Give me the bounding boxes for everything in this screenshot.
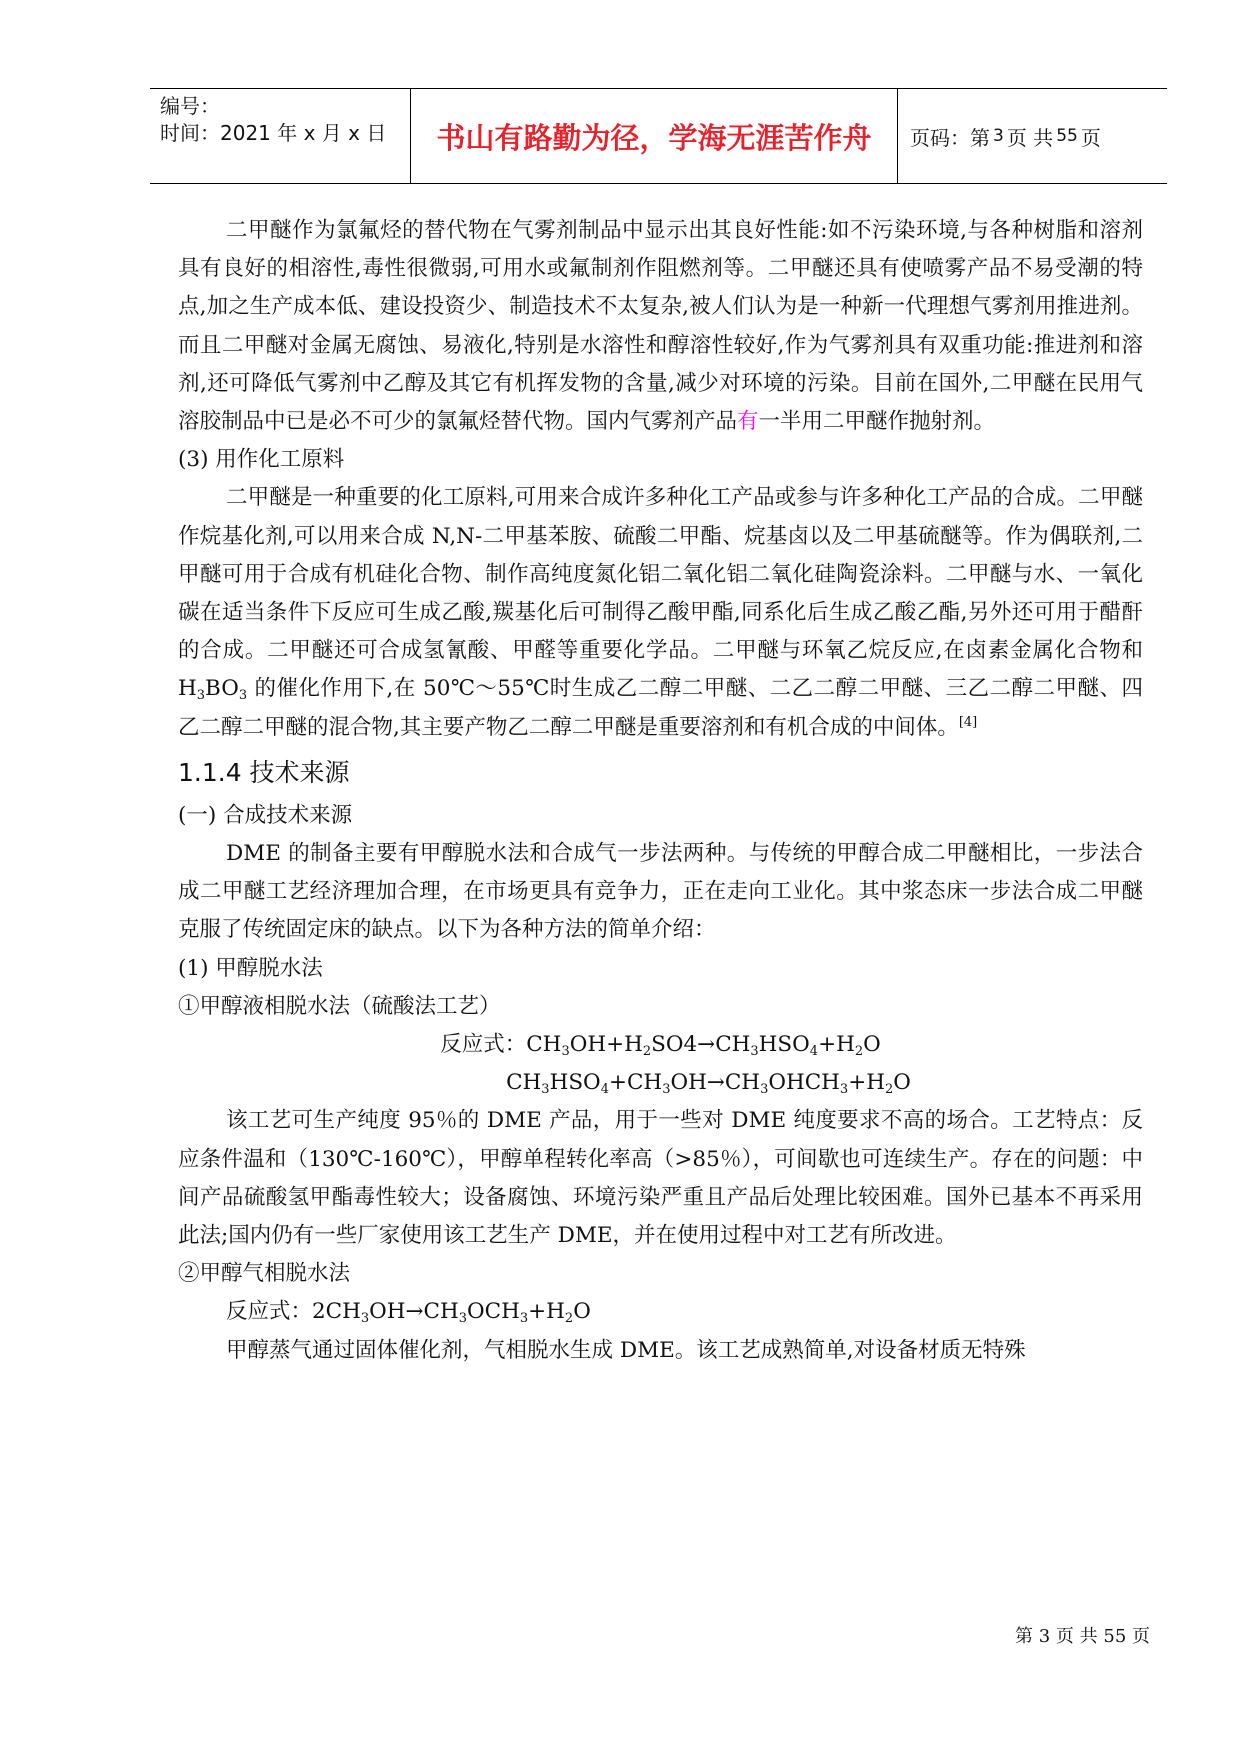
page-mid: 页 共 — [1006, 125, 1054, 150]
section-heading: 1.1.4 技术来源 — [178, 757, 350, 787]
paragraph: DME 的制备主要有甲醇脱水法和合成气一步法两种。与传统的甲醇合成二甲醚相比，一步法合成二甲醚工艺经济理加合理，在市场更具有竞争力，正在走向工业化。其中浆态床一步法合成二甲醚克服了传统固定床的缺点。以下为各种方法的简单介绍： — [178, 841, 1143, 943]
document-date: 时间：2021 年 x 月 x 日 — [160, 121, 387, 145]
header-meta — [150, 89, 410, 183]
equation: 反应式：$CH_3OH+H_2SO4\to CH_3HSO_4+H_2O$ — [440, 1032, 881, 1060]
page-total: 55 — [1056, 126, 1078, 146]
page-header — [150, 88, 1167, 184]
page-footer: 第 3 页 共 55 页 — [1015, 1626, 1150, 1647]
page-prefix: 页码：第 — [910, 125, 990, 150]
page-number: 3 — [993, 126, 1004, 146]
subsection-title: (一) 合成技术来源 — [178, 802, 353, 828]
method-subtitle: ①甲醇液相脱水法（硫酸法工艺） — [178, 993, 501, 1019]
paragraph: 二甲醚是一种重要的化工原料,可用来合成许多种化工产品或参与许多种化工产品的合成。二甲醚作烷基化剂,可以用来合成 N,N-二甲基苯胺、硫酸二甲酯、烷基卤以及二甲基硫醚等。作为偶联剂,二甲醚可用于合成有机硅化合物、制作高纯度氮化铝二氧化铝二氧化硅陶瓷涂料。二甲醚与水、一氧化碳在适当条件下反应可生成乙酸,羰基化后可制得乙酸甲酯,同系化后生成乙酸乙酯,另外还可用于醋酐的合成。二甲醚还可合成氢氰酸、甲醛等重要化学品。二甲醚与环氧乙烷反应,在卤素金属化合物和 $H_3BO_3$ 的催化作用下,在 50℃～55℃时生成乙二醇二甲醚、二乙二醇二甲醚、三乙二醇二甲醚、四乙二醇二甲醚的混合物,其主要产物乙二醇二甲醚是重要溶剂和有机合成的中间体。[4] — [178, 485, 1143, 740]
document-number-label: 编号： — [160, 94, 220, 118]
method-title: (1) 甲醇脱水法 — [178, 955, 323, 981]
citation-ref: [4] — [958, 714, 978, 730]
header-motto: 书山有路勤为径，学海无涯苦作舟 — [410, 89, 898, 183]
section-title: (3) 用作化工原料 — [178, 447, 345, 473]
equation: 反应式：$2CH_3OH\to CH_3OCH_3+H_2O$ — [226, 1299, 591, 1327]
paragraph: 甲醇蒸气通过固体催化剂，气相脱水生成 DME。该工艺成熟简单,对设备材质无特殊 — [226, 1337, 1026, 1363]
paragraph: 二甲醚作为氯氟烃的替代物在气雾剂制品中显示出其良好性能:如不污染环境,与各种树脂和溶剂具有良好的相溶性,毒性很微弱,可用水或氟制剂作阻燃剂等。二甲醚还具有使喷雾产品不易受潮的特点,加之生产成本低、建设投资少、制造技术不太复杂,被人们认为是一种新一代理想气雾剂用推进剂。而且二甲醚对金属无腐蚀、易液化,特别是水溶性和醇溶性较好,作为气雾剂具有双重功能:推进剂和溶剂,还可降低气雾剂中乙醇及其它有机挥发物的含量,减少对环境的污染。目前在国外,二甲醚在民用气溶胶制品中已是必不可少的氯氟烃替代物。国内气雾剂产品有一半用二甲醚作抛射剂。 — [178, 218, 1143, 435]
equation: $CH_3HSO_4+CH_3OH\to CH_3OHCH_3+H_2O$ — [506, 1070, 911, 1098]
document-body — [178, 212, 1143, 1370]
method-subtitle: ②甲醇气相脱水法 — [178, 1261, 351, 1287]
header-page-info — [896, 89, 1167, 183]
paragraph: 该工艺可生产纯度 95％的 DME 产品，用于一些对 DME 纯度要求不高的场合。工艺特点：反应条件温和（130℃-160℃），甲醇单程转化率高（>85％），可间歇也可连续生产。存在的问题：中间产品硫酸氢甲酯毒性较大；设备腐蚀、环境污染严重且产品后处理比较困难。国外已基本不再采用此法;国内仍有一些厂家使用该工艺生产 DME，并在使用过程中对工艺有所改进。 — [178, 1108, 1143, 1249]
highlighted-char: 有 — [737, 409, 759, 435]
page-suffix: 页 — [1080, 125, 1101, 150]
